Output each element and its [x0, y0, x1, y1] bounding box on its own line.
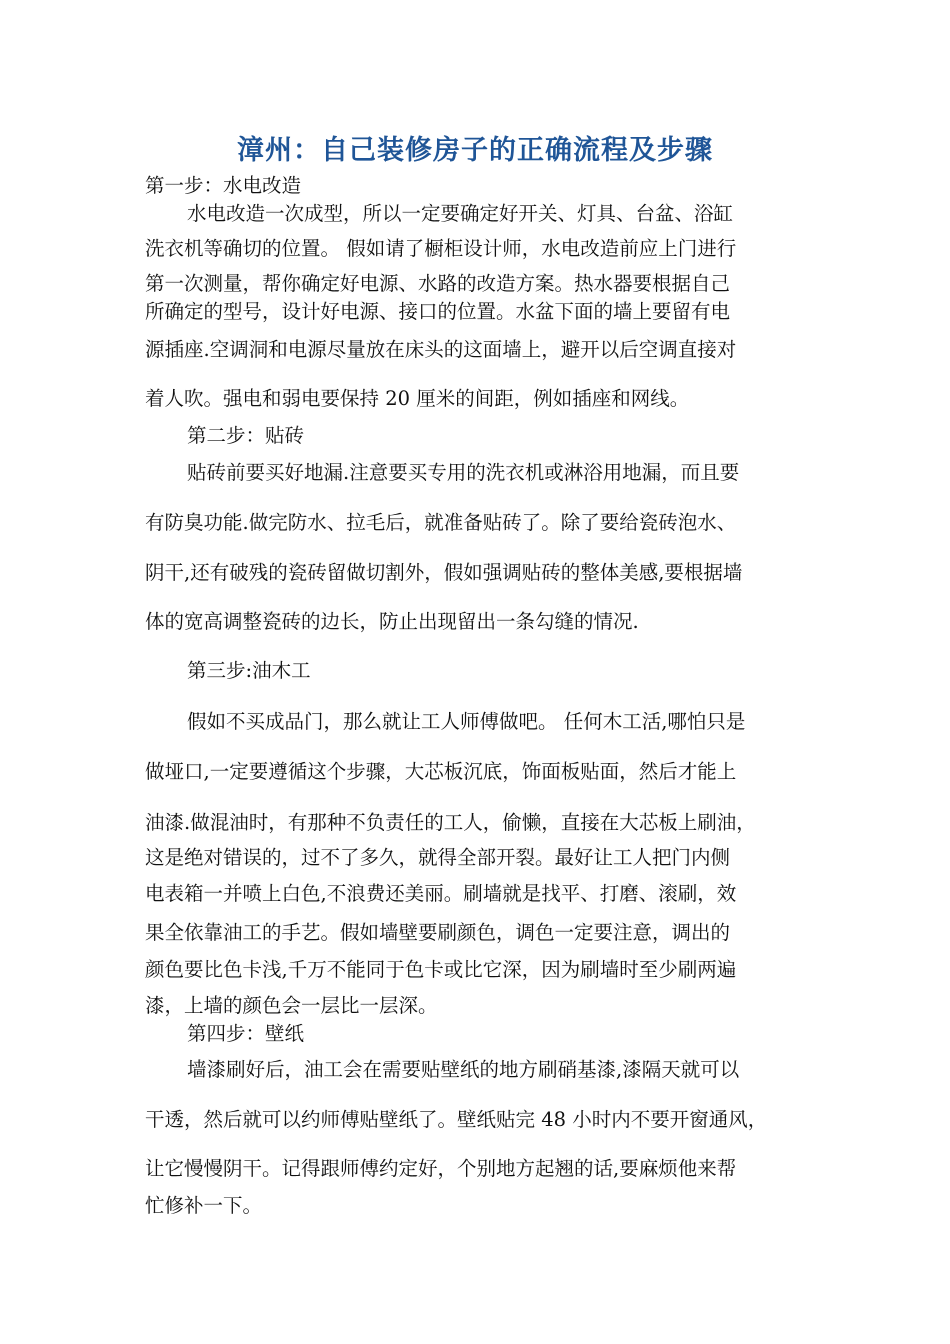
paragraph-line: 墙漆刷好后，油工会在需要贴壁纸的地方刷硝基漆,漆隔天就可以 — [187, 1058, 740, 1081]
paragraph-line: 做垭口,一定要遵循这个步骤，大芯板沉底，饰面板贴面，然后才能上 — [145, 760, 737, 783]
paragraph-line: 水电改造一次成型，所以一定要确定好开关、灯具、台盆、浴缸 — [187, 202, 734, 225]
paragraph-line: 阴干,还有破残的瓷砖留做切割外，假如强调贴砖的整体美感,要根据墙 — [145, 561, 743, 584]
paragraph-line: 这是绝对错误的，过不了多久，就得全部开裂。最好让工人把门内侧 — [145, 846, 731, 869]
paragraph-line: 贴砖前要买好地漏.注意要买专用的洗衣机或淋浴用地漏，而且要 — [187, 461, 740, 484]
paragraph-line: 所确定的型号，设计好电源、接口的位置。水盆下面的墙上要留有电 — [145, 300, 731, 323]
paragraph-line: 体的宽高调整瓷砖的边长，防止出现留出一条勾缝的情况. — [145, 610, 639, 633]
document-title: 漳州：自己装修房子的正确流程及步骤 — [237, 135, 713, 166]
paragraph-line: 油漆.做混油时，有那种不负责任的工人，偷懒，直接在大芯板上刷油， — [145, 811, 756, 834]
paragraph-line: 电表箱一并喷上白色,不浪费还美丽。刷墙就是找平、打磨、滚刷，效 — [145, 882, 737, 905]
step-4-heading: 第四步：壁纸 — [187, 1022, 305, 1045]
paragraph-line: 干透，然后就可以约师傅贴壁纸了。壁纸贴完 48 小时内不要开窗通风， — [145, 1108, 768, 1131]
step-1-heading: 第一步：水电改造 — [145, 174, 302, 197]
paragraph-line: 假如不买成品门，那么就让工人师傅做吧。 任何木工活,哪怕只是 — [187, 710, 746, 733]
paragraph-line: 着人吹。强电和弱电要保持 20 厘米的间距，例如插座和网线。 — [145, 387, 690, 410]
paragraph-line: 颜色要比色卡浅,千万不能同于色卡或比它深，因为刷墙时至少刷两遍 — [145, 958, 737, 981]
paragraph-line: 源插座.空调洞和电源尽量放在床头的这面墙上，避开以后空调直接对 — [145, 338, 737, 361]
paragraph-line: 洗衣机等确切的位置。 假如请了橱柜设计师，水电改造前应上门进行 — [145, 237, 737, 260]
paragraph-line: 第一次测量，帮你确定好电源、水路的改造方案。热水器要根据自己 — [145, 272, 731, 295]
step-3-heading: 第三步:油木工 — [187, 659, 311, 682]
paragraph-line: 忙修补一下。 — [145, 1194, 263, 1217]
paragraph-line: 让它慢慢阴干。记得跟师傅约定好，个别地方起翘的话,要麻烦他来帮 — [145, 1157, 737, 1180]
paragraph-line: 果全依靠油工的手艺。假如墙壁要刷颜色，调色一定要注意，调出的 — [145, 921, 731, 944]
paragraph-line: 有防臭功能.做完防水、拉毛后，就准备贴砖了。除了要给瓷砖泡水、 — [145, 511, 737, 534]
paragraph-line: 漆，上墙的颜色会一层比一层深。 — [145, 994, 438, 1017]
step-2-heading: 第二步：贴砖 — [187, 424, 305, 447]
